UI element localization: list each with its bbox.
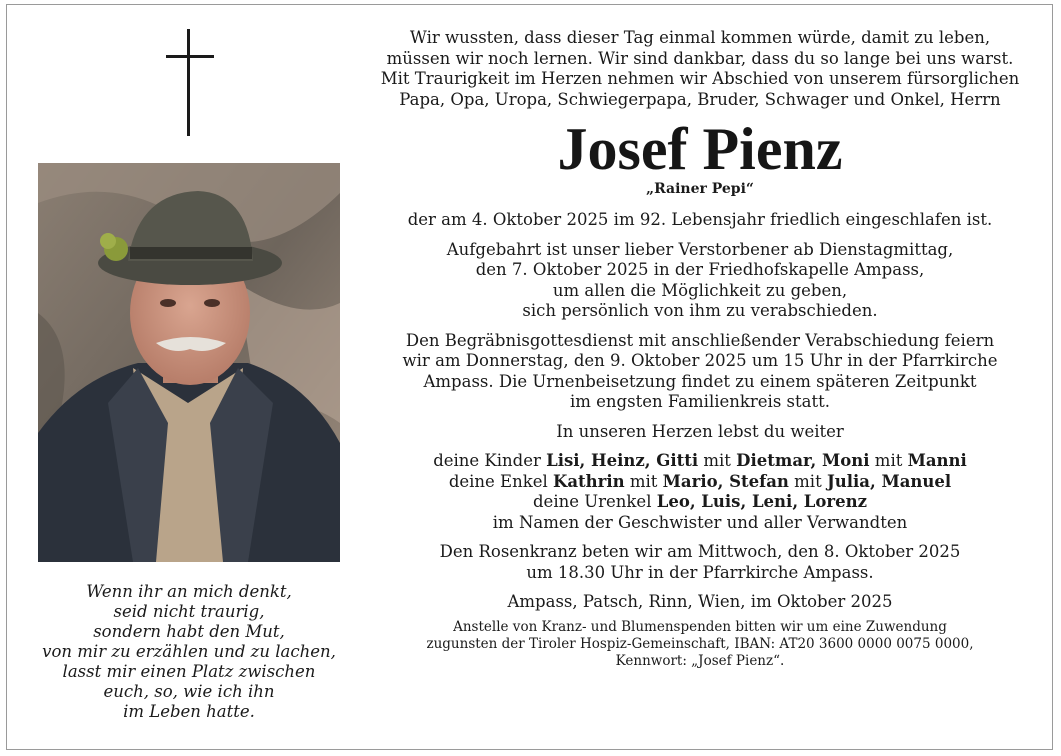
- laying-out-line: sich persönlich von ihm zu verabschieden.: [522, 301, 878, 320]
- deceased-nickname: „Rainer Pepi“: [646, 181, 754, 197]
- rosary-line: um 18.30 Uhr in der Pfarrkirche Ampass.: [526, 562, 874, 582]
- funeral-line: im engsten Familienkreis statt.: [570, 392, 830, 411]
- poem-line: Wenn ihr an mich denkt,: [86, 582, 292, 601]
- donation-line: Kennwort: „Josef Pienz“.: [615, 652, 785, 669]
- children-line: deine Kinder Lisi, Heinz, Gitti mit Dietmar, Moni mit Manni: [433, 451, 967, 470]
- intro-line: Papa, Opa, Uropa, Schwiegerpapa, Bruder, Schwager und Onkel, Herrn: [399, 89, 1001, 109]
- death-line: der am 4. Oktober 2025 im 92. Lebensjahr friedlich eingeschlafen ist.: [407, 210, 993, 229]
- donation-text: [370, 619, 1030, 670]
- poem: [30, 582, 348, 722]
- intro-line: Wir wussten, dass dieser Tag einmal kommen würde, damit zu leben,: [409, 28, 991, 47]
- rosary-line: Den Rosenkranz beten wir am Mittwoch, den 8. Oktober 2025: [439, 542, 961, 561]
- laying-out-line: um allen die Möglichkeit zu geben,: [552, 280, 848, 300]
- poem-line: lasst mir einen Platz zwischen: [62, 662, 316, 681]
- laying-out-line: den 7. Oktober 2025 in der Friedhofskapelle Ampass,: [475, 260, 925, 279]
- poem-line: im Leben hatte.: [123, 702, 255, 721]
- poem-line: von mir zu erzählen und zu lachen,: [42, 642, 336, 661]
- funeral-line: wir am Donnerstag, den 9. Oktober 2025 um 15 Uhr in der Pfarrkirche: [402, 351, 998, 370]
- poem-line: euch, so, wie ich ihn: [103, 682, 275, 701]
- poem-line: sondern habt den Mut,: [93, 622, 285, 641]
- funeral-text: [370, 331, 1030, 413]
- funeral-line: Ampass. Die Urnenbeisetzung findet zu einem späteren Zeitpunkt: [423, 371, 977, 391]
- donation-line: zugunsten der Tiroler Hospiz-Gemeinschaft, IBAN: AT20 3600 0000 0075 0000,: [426, 635, 974, 652]
- laying-out-line: Aufgebahrt ist unser lieber Verstorbener ab Dienstagmittag,: [446, 239, 954, 259]
- intro-text: [370, 28, 1030, 110]
- portrait-photo: [38, 163, 340, 562]
- hearts-line: In unseren Herzen lebst du weiter: [556, 421, 844, 441]
- relatives-line: im Namen der Geschwister und aller Verwandten: [492, 512, 908, 532]
- intro-line: müssen wir noch lernen. Wir sind dankbar, dass du so lange bei uns warst.: [386, 48, 1014, 68]
- notice-text: [370, 28, 1030, 670]
- donation-line: Anstelle von Kranz- und Blumenspenden bitten wir um eine Zuwendung: [453, 618, 947, 635]
- grandchildren-line: deine Enkel Kathrin mit Mario, Stefan mit Julia, Manuel: [448, 471, 952, 491]
- cross-icon: [166, 29, 214, 136]
- family-list: [370, 451, 1030, 533]
- poem-line: seid nicht traurig,: [113, 602, 265, 621]
- funeral-line: Den Begräbnisgottesdienst mit anschließender Verabschiedung feiern: [405, 330, 995, 350]
- great-grandchildren-line: deine Urenkel Leo, Luis, Leni, Lorenz: [533, 492, 867, 511]
- deceased-name: Josef Pienz: [557, 116, 843, 182]
- laying-out-text: [370, 240, 1030, 322]
- places-date-line: Ampass, Patsch, Rinn, Wien, im Oktober 2025: [507, 592, 893, 611]
- intro-line: Mit Traurigkeit im Herzen nehmen wir Abschied von unserem fürsorglichen: [380, 69, 1020, 88]
- rosary-text: [370, 542, 1030, 583]
